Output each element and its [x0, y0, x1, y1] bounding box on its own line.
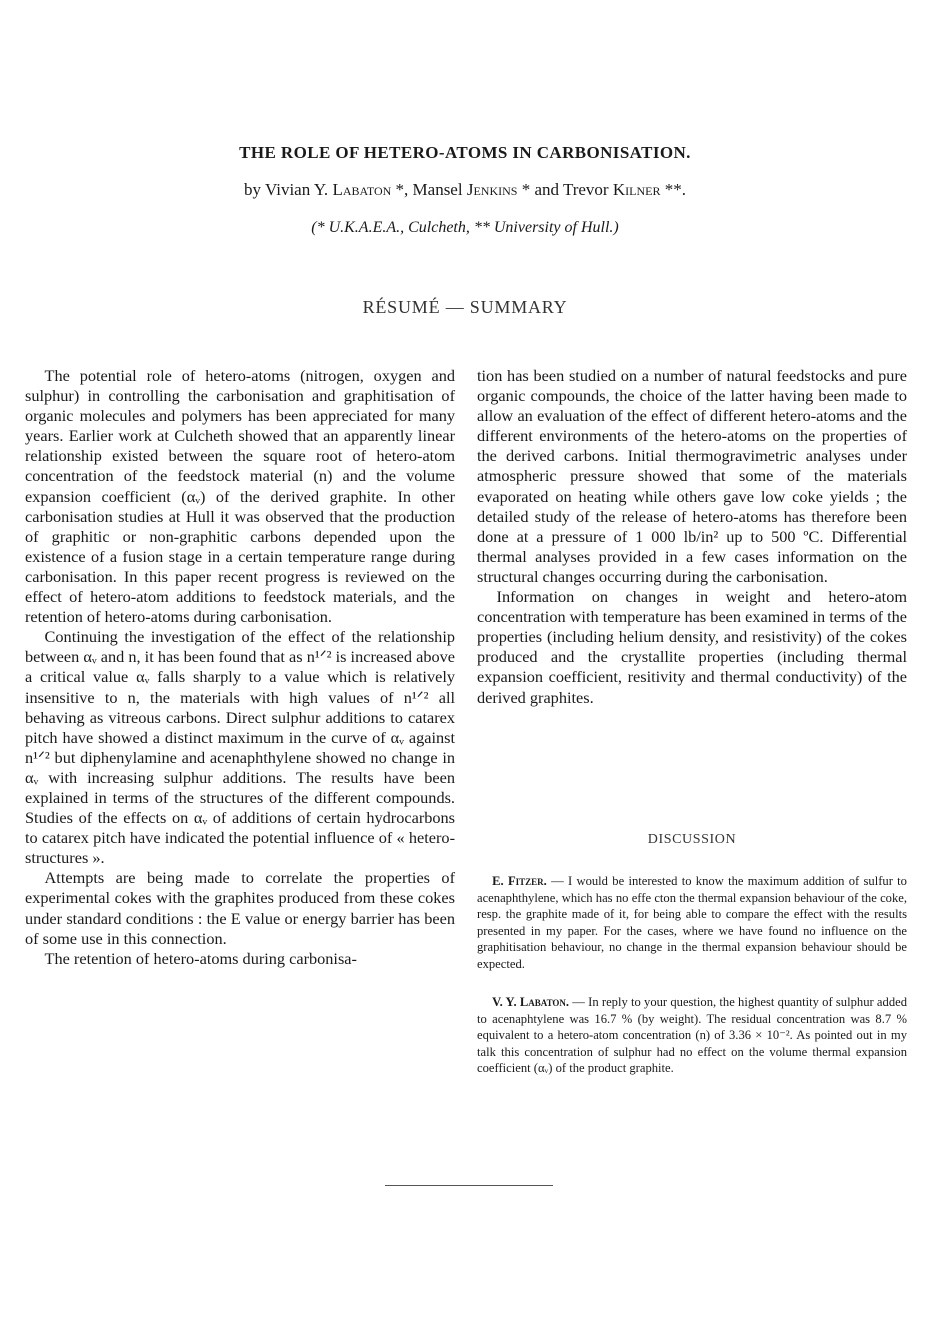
author-surname-jenkins: Jenkins: [466, 180, 518, 199]
discussion-entry-fitzer: [477, 873, 907, 973]
discussion-speaker: V. Y. Labaton.: [492, 995, 570, 1009]
summary-left-column: [25, 366, 455, 969]
author-prefix: by Vivian Y.: [244, 180, 329, 199]
author-line: [0, 180, 930, 200]
summary-paragraph: The potential role of hetero-atoms (nitrogen, oxygen and sulphur) in controlling the carbonisation and graphitisation of organic molecules and polymers has been appreciated for many years. Earlier work at Culcheth showed that an apparently linear relationship existed between the square root of hetero-atom concentration of the feedstock material (n) and the volume expansion coefficient (αᵥ) of the derived graphite. In other carbonisation studies at Hull it was observed that the production of graphitic or non-graphitic carbons depended upon the existence of a fusion stage in a certain temperature range during carbonisation. In this paper recent progress is reviewed on the effect of hetero-atom additions to feedstock materials, and the retention of hetero-atoms during carbonisation.: [25, 366, 455, 627]
discussion-speaker: E. Fitzer.: [492, 874, 547, 888]
summary-heading: RÉSUMÉ — SUMMARY: [362, 297, 568, 317]
discussion-heading: DISCUSSION: [647, 832, 737, 847]
author-mark-3: **.: [660, 180, 686, 199]
discussion-text: — I would be interested to know the maximum addition of sulfur to acenaphthylene, which has no effe cton the thermal expansion behaviour of the coke, resp. the graphite made of it, for being able to compare the effect with the results presented in my paper. For the cases, where we have found no influence on the graphitisation behaviour, no change in the thermal expansion behaviour should be expected.: [477, 874, 907, 971]
author-surname-kilner: Kilner: [612, 180, 661, 199]
summary-paragraph: Information on changes in weight and hetero-atom concentration with temperature has been examined in terms of the properties (including helium density, and resistivity) of the cokes produced and the crystallite properties (including thermal expansion coefficient, resitivity and thermal conductivity) of the derived graphites.: [477, 587, 907, 707]
author-surname-labaton: Labaton: [332, 180, 392, 199]
article-title: THE ROLE OF HETERO-ATOMS IN CARBONISATION.: [239, 143, 691, 162]
end-rule: [385, 1185, 553, 1186]
discussion-text: — In reply to your question, the highest quantity of sulphur added to acenaphtylene was 16.7 % (by weight). The residual concentration was 8.7 % equivalent to a hetero-atom concentration (n) of 3.36 × 10⁻². As pointed out in my talk this concentration of sulphur had no effect on the volume thermal expansion coefficient (αᵥ) of the product graphite.: [477, 995, 908, 1076]
author-mark-1: *, Mansel: [391, 180, 463, 199]
author-mark-2: * and Trevor: [517, 180, 609, 199]
summary-paragraph: Attempts are being made to correlate the properties of experimental cokes with the graphites produced from these cokes under standard conditions : the E value or energy barrier has been of some use in this connection.: [25, 868, 455, 948]
summary-paragraph: Continuing the investigation of the effect of the relationship between αᵥ and n, it has been found that as n¹ᐟ² is increased above a critical value αᵥ falls sharply to a value which is relatively insensitive to n, the materials with high values of n¹ᐟ² all behaving as vitreous carbons. Direct sulphur additions to catarex pitch have showed a distinct maximum in the curve of αᵥ against n¹ᐟ² but diphenylamine and acenaphthylene showed no change in αᵥ with increasing sulphur additions. The results have been explained in terms of the structures of the different compounds. Studies of the effects on αᵥ of additions of certain hydrocarbons to catarex pitch have indicated the potential influence of « hetero-structures ».: [25, 627, 455, 868]
discussion-entry-labaton: [477, 994, 907, 1077]
summary-paragraph: tion has been studied on a number of natural feedstocks and pure organic compounds, the choice of the latter having been made to allow an evaluation of the effect of different hetero-atoms and the different environments of the hetero-atoms on the properties of the derived carbons. Initial thermogravimetric analyses under atmospheric pressure showed that some of the materials evaporated on heating while others gave low coke yields ; the detailed study of the release of hetero-atoms has therefore been done at a pressure of 1 000 lb/in² up to 500 ºC. Differential thermal analyses provided in a few cases information on the structural changes occurring during the carbonisation.: [477, 366, 907, 586]
summary-right-column: [477, 366, 907, 708]
affiliation: (* U.K.A.E.A., Culcheth, ** University of Hull.): [311, 219, 619, 236]
summary-paragraph: The retention of hetero-atoms during carbonisa-: [44, 948, 357, 968]
